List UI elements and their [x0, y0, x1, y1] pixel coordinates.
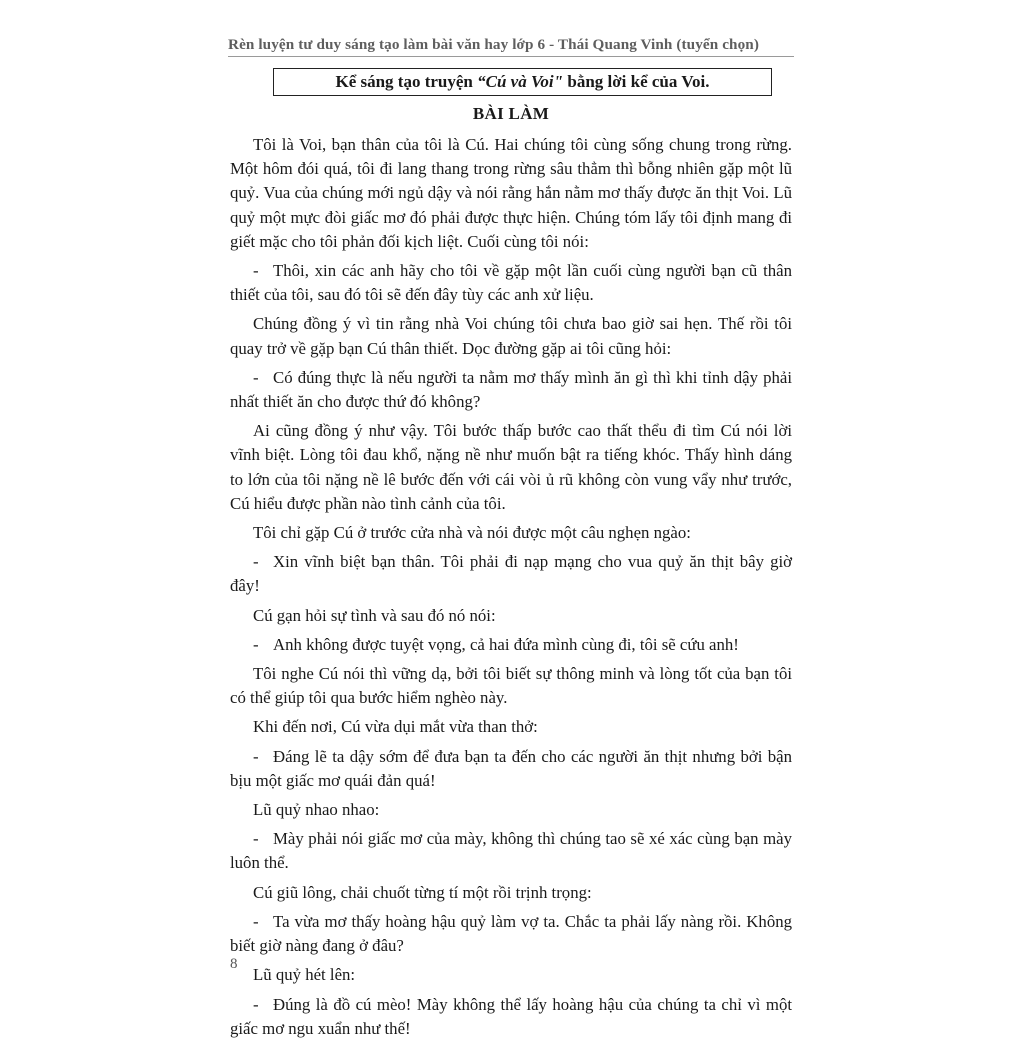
narrative-paragraph: Khi đến nơi, Cú vừa dụi mắt vừa than thở:	[253, 717, 538, 737]
dialogue-dash: -	[253, 552, 259, 572]
header-divider	[228, 56, 794, 57]
dialogue-dash: -	[253, 911, 259, 931]
dialogue-text: Đáng lẽ ta dậy sớm để đưa bạn ta đến cho các người ăn thịt nhưng bởi bận bịu một giấc mơ quái đản quá!	[230, 746, 792, 790]
narrative-paragraph: Cú giũ lông, chải chuốt từng tí một rồi trịnh trọng:	[253, 882, 592, 902]
dialogue-text: Ta vừa mơ thấy hoàng hậu quỷ làm vợ ta. Chắc ta phải lấy nàng rồi. Không biết giờ nàng đang ở đâu?	[230, 911, 792, 956]
dialogue-line	[230, 550, 792, 598]
essay-body	[230, 133, 792, 1041]
dialogue-line	[230, 827, 792, 875]
dialogue-line	[230, 993, 792, 1041]
assignment-title-box	[273, 68, 772, 96]
dialogue-dash: -	[253, 634, 259, 654]
dialogue-dash: -	[253, 994, 259, 1014]
narrative-paragraph: Cú gạn hỏi sự tình và sau đó nó nói:	[253, 605, 496, 625]
dialogue-text: Xin vĩnh biệt bạn thân. Tôi phải đi nạp mạng cho vua quỷ ăn thịt bây giờ đây!	[230, 552, 792, 596]
narrative-paragraph: Chúng đồng ý vì tin rằng nhà Voi chúng tôi chưa bao giờ sai hẹn. Thế rồi tôi quay trở về gặp bạn Cú thân thiết. Dọc đường gặp ai tôi cũng hỏi:	[230, 314, 792, 358]
narrative-paragraph: Ai cũng đồng ý như vậy. Tôi bước thấp bước cao thất thểu đi tìm Cú nói lời vĩnh biệt. Lòng tôi đau khổ, nặng nề như muốn bật ra tiếng khóc. Thấy hình dáng to lớn của tôi nặng nề lê bước đến với cái vòi ủ rũ không còn vung vẩy như trước, Cú hiểu được phần nào tình cảnh của tôi.	[230, 421, 792, 513]
dialogue-dash: -	[253, 261, 259, 281]
dialogue-line	[230, 745, 792, 793]
narrative-paragraph: Lũ quỷ hét lên:	[253, 965, 356, 985]
dialogue-text: Mày phải nói giấc mơ của mày, không thì chúng tao sẽ xé xác cùng bạn mày luôn thể.	[230, 829, 792, 873]
dialogue-text: Đúng là đồ cú mèo! Mày không thể lấy hoàng hậu của chúng ta chỉ vì một giấc mơ ngu xuẩn như thế!	[230, 994, 792, 1038]
dialogue-line	[230, 910, 792, 958]
dialogue-line	[230, 366, 792, 414]
dialogue-dash: -	[253, 829, 259, 849]
dialogue-text: Anh không được tuyệt vọng, cả hai đứa mình cùng đi, tôi sẽ cứu anh!	[273, 634, 739, 654]
dialogue-dash: -	[253, 367, 259, 387]
title-prefix: Kể sáng tạo truyện	[335, 72, 478, 91]
dialogue-text: Có đúng thực là nếu người ta nằm mơ thấy mình ăn gì thì khi tỉnh dậy phải nhất thiết ăn cho được thứ đó không?	[230, 367, 792, 412]
section-heading: BÀI LÀM	[472, 104, 550, 123]
running-header: Rèn luyện tư duy sáng tạo làm bài văn hay lớp 6 - Thái Quang Vinh (tuyển chọn)	[228, 36, 759, 53]
dialogue-line	[230, 633, 792, 657]
narrative-paragraph: Tôi là Voi, bạn thân của tôi là Cú. Hai chúng tôi cùng sống chung trong rừng. Một hôm đói quá, tôi đi lang thang trong rừng sâu thẳm thì bỗng nhiên gặp một lũ quỷ. Vua của chúng mới ngủ dậy và nói rằng hắn nằm mơ thấy được ăn thịt Voi. Lũ quỷ một mực đòi giấc mơ đó phải được thực hiện. Chúng tóm lấy tôi định mang đi giết mặc cho tôi phản đối kịch liệt. Cuối cùng tôi nói:	[230, 135, 792, 251]
dialogue-text: Thôi, xin các anh hãy cho tôi về gặp một lần cuối cùng người bạn cũ thân thiết của tôi, sau đó tôi sẽ đến đây tùy các anh xử liệu.	[230, 261, 792, 305]
story-name: “Cú và Voi"	[477, 72, 564, 91]
narrative-paragraph: Lũ quỷ nhao nhao:	[253, 800, 380, 820]
page-number: 8	[230, 956, 238, 972]
narrative-paragraph: Tôi chỉ gặp Cú ở trước cửa nhà và nói được một câu nghẹn ngào:	[253, 523, 691, 543]
title-suffix: bằng lời kể của Voi.	[563, 72, 710, 91]
dialogue-dash: -	[253, 746, 259, 766]
dialogue-line	[230, 259, 792, 307]
narrative-paragraph: Tôi nghe Cú nói thì vững dạ, bởi tôi biết sự thông minh và lòng tốt của bạn tôi có thể giúp tôi qua bước hiểm nghèo này.	[230, 664, 792, 708]
